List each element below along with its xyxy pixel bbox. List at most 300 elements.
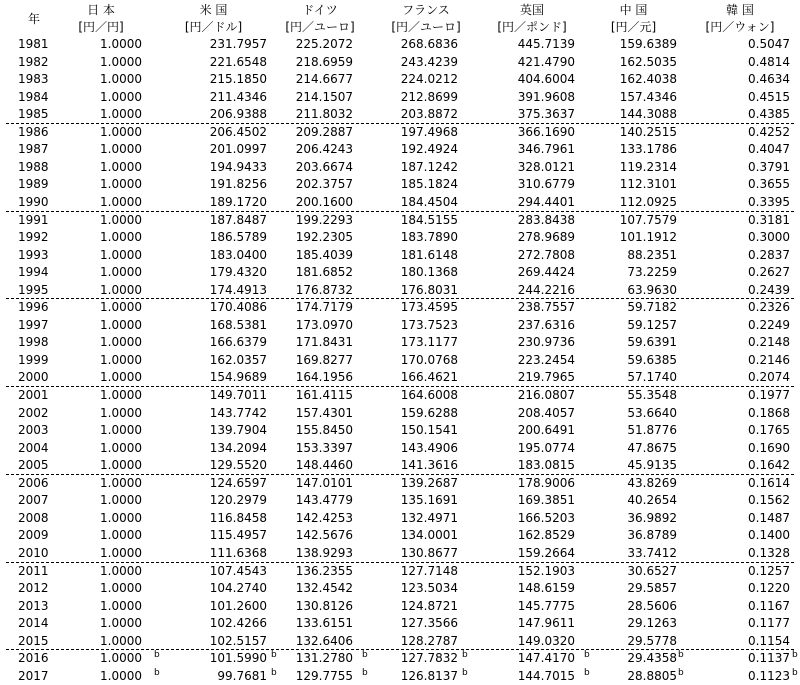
year-cell: 1981 [18, 37, 49, 51]
value-cell: 152.1903 [517, 563, 575, 578]
value-cell: 212.8699 [400, 89, 458, 104]
table-row [0, 159, 800, 176]
value-cell: 47.8675 [627, 440, 677, 455]
value-cell: 164.6008 [400, 388, 458, 402]
value-cell: 170.0768 [400, 352, 458, 367]
value-cell: 0.2326 [748, 300, 790, 315]
value-cell: 225.2072 [295, 37, 353, 51]
value-cell: 127.7148 [400, 563, 458, 578]
year-cell: 2006 [18, 475, 49, 490]
value-cell: 0.2627 [748, 265, 790, 280]
value-cell: 237.6316 [517, 317, 575, 332]
value-cell: 0.3000 [748, 230, 790, 245]
value-cell: 194.9433 [209, 159, 267, 174]
value-cell: 0.2146 [748, 352, 790, 367]
col-header-korea: 韓 国 [726, 3, 754, 17]
year-cell: 2013 [18, 598, 49, 613]
value-cell: 169.8277 [295, 352, 353, 367]
value-cell: 184.5155 [400, 212, 458, 227]
value-cell: 230.9736 [517, 335, 575, 350]
footnote-mark: b [792, 667, 798, 678]
footnote-mark: b [584, 650, 590, 661]
table-row [0, 580, 800, 597]
value-cell: 130.8126 [295, 598, 353, 613]
footnote-mark: b [792, 650, 798, 661]
value-cell: 144.7015 [517, 668, 575, 683]
value-cell: 166.5203 [517, 510, 575, 525]
value-cell: 173.0970 [295, 317, 353, 332]
value-cell: 0.2439 [748, 282, 790, 297]
value-cell: 139.2687 [400, 475, 458, 490]
table-row [0, 71, 800, 88]
value-cell: 148.4460 [295, 458, 353, 473]
value-cell: 268.6836 [400, 37, 458, 51]
value-cell: 181.6148 [400, 247, 458, 262]
value-cell: 102.4266 [209, 616, 267, 631]
value-cell: 0.1257 [748, 563, 790, 578]
value-cell: 124.8721 [400, 598, 458, 613]
table-row [0, 212, 800, 229]
value-cell: 0.3181 [748, 212, 790, 227]
year-cell: 2016 [18, 651, 49, 666]
value-cell: 206.4502 [209, 124, 267, 139]
col-header-germany: ドイツ [302, 3, 338, 17]
value-cell: 133.1786 [619, 142, 677, 157]
value-cell: 162.0357 [209, 352, 267, 367]
year-cell: 1982 [18, 54, 49, 69]
value-cell: 0.1154 [748, 633, 790, 648]
value-cell: 128.2787 [400, 633, 458, 648]
value-cell: 45.9135 [627, 458, 677, 473]
value-cell: 214.6677 [295, 72, 353, 87]
value-cell: 129.5520 [209, 458, 267, 473]
value-cell: 161.4115 [295, 388, 353, 402]
table-row [0, 563, 800, 580]
value-cell: 0.1868 [748, 405, 790, 420]
value-cell: 29.5857 [627, 581, 677, 596]
value-cell: 244.2216 [517, 282, 575, 297]
value-cell: 1.0000 [100, 440, 142, 455]
value-cell: 159.6389 [619, 37, 677, 51]
value-cell: 157.4346 [619, 89, 677, 104]
value-cell: 346.7961 [517, 142, 575, 157]
footnote-mark: b [462, 650, 468, 661]
table-row [0, 141, 800, 158]
value-cell: 133.6151 [295, 616, 353, 631]
value-cell: 136.2355 [295, 563, 353, 578]
value-cell: 0.1562 [748, 493, 790, 508]
footnote-mark: b [271, 650, 277, 661]
value-cell: 211.8032 [295, 107, 353, 122]
year-cell: 2017 [18, 668, 49, 683]
value-cell: 162.8529 [517, 528, 575, 543]
year-cell: 2015 [18, 633, 49, 648]
value-cell: 111.6368 [209, 545, 267, 560]
year-cell: 1996 [18, 300, 49, 315]
value-cell: 28.5606 [627, 598, 677, 613]
value-cell: 184.4504 [400, 194, 458, 209]
value-cell: 0.4515 [748, 89, 790, 104]
value-cell: 1.0000 [100, 545, 142, 560]
value-cell: 116.8458 [209, 510, 267, 525]
value-cell: 134.2094 [209, 440, 267, 455]
value-cell: 112.0925 [619, 194, 677, 209]
value-cell: 278.9689 [517, 230, 575, 245]
value-cell: 0.1123 [748, 668, 790, 683]
year-cell: 1986 [18, 124, 49, 139]
value-cell: 130.8677 [400, 545, 458, 560]
value-cell: 391.9608 [517, 89, 575, 104]
value-cell: 132.4971 [400, 510, 458, 525]
value-cell: 206.4243 [295, 142, 353, 157]
value-cell: 1.0000 [100, 423, 142, 438]
year-cell: 2009 [18, 528, 49, 543]
value-cell: 53.6640 [627, 405, 677, 420]
value-cell: 0.1400 [748, 528, 790, 543]
value-cell: 1.0000 [100, 107, 142, 122]
value-cell: 176.8031 [400, 282, 458, 297]
value-cell: 168.5381 [209, 317, 267, 332]
col-header-japan: 日 本 [87, 3, 115, 17]
value-cell: 206.9388 [209, 107, 267, 122]
value-cell: 149.0320 [517, 633, 575, 648]
year-cell: 1997 [18, 317, 49, 332]
value-cell: 179.4320 [209, 265, 267, 280]
value-cell: 366.1690 [517, 124, 575, 139]
value-cell: 218.6959 [295, 54, 353, 69]
value-cell: 131.2780 [295, 651, 353, 666]
value-cell: 1.0000 [100, 405, 142, 420]
value-cell: 143.7742 [209, 405, 267, 420]
value-cell: 138.9293 [295, 545, 353, 560]
year-cell: 1992 [18, 230, 49, 245]
value-cell: 0.1177 [748, 616, 790, 631]
value-cell: 55.3548 [627, 388, 677, 402]
value-cell: 200.1600 [295, 194, 353, 209]
table-row [0, 527, 800, 544]
value-cell: 1.0000 [100, 581, 142, 596]
table-row [0, 317, 800, 334]
year-cell: 1989 [18, 177, 49, 192]
year-cell: 1985 [18, 107, 49, 122]
value-cell: 59.6391 [627, 335, 677, 350]
value-cell: 169.3851 [517, 493, 575, 508]
value-cell: 243.4239 [400, 54, 458, 69]
value-cell: 1.0000 [100, 72, 142, 87]
col-header-us: 米 国 [199, 3, 228, 17]
value-cell: 0.1690 [748, 440, 790, 455]
value-cell: 186.5789 [209, 230, 267, 245]
value-cell: 1.0000 [100, 317, 142, 332]
value-cell: 123.5034 [400, 581, 458, 596]
value-cell: 224.0212 [400, 72, 458, 87]
year-cell: 2001 [18, 388, 49, 402]
table-row [0, 247, 800, 264]
value-cell: 51.8776 [627, 423, 677, 438]
value-cell: 30.6527 [627, 563, 677, 578]
value-cell: 147.0101 [295, 475, 353, 490]
value-cell: 1.0000 [100, 230, 142, 245]
value-cell: 150.1541 [400, 423, 458, 438]
value-cell: 162.4038 [619, 72, 677, 87]
value-cell: 1.0000 [100, 616, 142, 631]
value-cell: 211.4346 [209, 89, 267, 104]
value-cell: 127.7832 [400, 651, 458, 666]
value-cell: 140.2515 [619, 124, 677, 139]
value-cell: 1.0000 [100, 124, 142, 139]
table-row [0, 176, 800, 193]
value-cell: 178.9006 [517, 475, 575, 490]
table-row [0, 89, 800, 106]
value-cell: 1.0000 [100, 282, 142, 297]
year-cell: 1999 [18, 352, 49, 367]
value-cell: 208.4057 [517, 405, 575, 420]
value-cell: 143.4779 [295, 493, 353, 508]
year-cell: 1998 [18, 335, 49, 350]
table-row [0, 124, 800, 141]
table-row [0, 369, 800, 386]
footnote-mark: b [154, 667, 160, 678]
value-cell: 148.6159 [517, 581, 575, 596]
value-cell: 147.9611 [517, 616, 575, 631]
table-row [0, 510, 800, 527]
value-cell: 0.2249 [748, 317, 790, 332]
value-cell: 214.1507 [295, 89, 353, 104]
value-cell: 203.8872 [400, 107, 458, 122]
value-cell: 1.0000 [100, 300, 142, 315]
table-row [0, 668, 800, 685]
value-cell: 0.1614 [748, 475, 790, 490]
value-cell: 127.3566 [400, 616, 458, 631]
year-cell: 2014 [18, 616, 49, 631]
col-header-france: フランス [402, 3, 450, 17]
value-cell: 149.7011 [209, 388, 267, 402]
value-cell: 0.2148 [748, 335, 790, 350]
value-cell: 157.4301 [295, 405, 353, 420]
value-cell: 1.0000 [100, 37, 142, 51]
value-cell: 1.0000 [100, 335, 142, 350]
value-cell: 238.7557 [517, 300, 575, 315]
value-cell: 101.5990 [209, 651, 267, 666]
value-cell: 180.1368 [400, 265, 458, 280]
value-cell: 134.0001 [400, 528, 458, 543]
value-cell: 200.6491 [517, 423, 575, 438]
value-cell: 0.4814 [748, 54, 790, 69]
value-cell: 176.8732 [295, 282, 353, 297]
value-cell: 132.4542 [295, 581, 353, 596]
value-cell: 99.7681 [217, 668, 267, 683]
value-cell: 173.1177 [400, 335, 458, 350]
value-cell: 1.0000 [100, 89, 142, 104]
table-row [0, 475, 800, 492]
value-cell: 1.0000 [100, 194, 142, 209]
value-cell: 1.0000 [100, 510, 142, 525]
value-cell: 154.9689 [209, 370, 267, 385]
value-cell: 1.0000 [100, 247, 142, 262]
value-cell: 102.5157 [209, 633, 267, 648]
year-cell: 2012 [18, 581, 49, 596]
year-cell: 1984 [18, 89, 49, 104]
value-cell: 141.3616 [400, 458, 458, 473]
value-cell: 1.0000 [100, 598, 142, 613]
value-cell: 195.0774 [517, 440, 575, 455]
value-cell: 209.2887 [295, 124, 353, 139]
header-unit-row [0, 18, 800, 37]
value-cell: 310.6779 [517, 177, 575, 192]
year-cell: 1983 [18, 72, 49, 87]
value-cell: 0.4047 [748, 142, 790, 157]
footnote-mark: b [584, 667, 590, 678]
year-cell: 1995 [18, 282, 49, 297]
value-cell: 36.9892 [627, 510, 677, 525]
value-cell: 159.6288 [400, 405, 458, 420]
value-cell: 375.3637 [517, 107, 575, 122]
value-cell: 201.0997 [209, 142, 267, 157]
value-cell: 174.7179 [295, 300, 353, 315]
unit-china: [円／元] [610, 20, 657, 34]
year-cell: 2004 [18, 440, 49, 455]
table-row [0, 54, 800, 71]
table-row [0, 264, 800, 281]
value-cell: 223.2454 [517, 352, 575, 367]
value-cell: 159.2664 [517, 545, 575, 560]
value-cell: 187.1242 [400, 159, 458, 174]
value-cell: 1.0000 [100, 142, 142, 157]
value-cell: 1.0000 [100, 352, 142, 367]
value-cell: 1.0000 [100, 54, 142, 69]
value-cell: 101.1912 [619, 230, 677, 245]
table-row [0, 36, 800, 53]
value-cell: 143.4906 [400, 440, 458, 455]
year-cell: 2005 [18, 458, 49, 473]
value-cell: 63.9630 [627, 282, 677, 297]
value-cell: 219.7965 [517, 370, 575, 385]
table-row [0, 598, 800, 615]
value-cell: 283.8438 [517, 212, 575, 227]
unit-us: [円／ドル] [184, 20, 243, 34]
value-cell: 124.6597 [209, 475, 267, 490]
value-cell: 216.0807 [517, 388, 575, 402]
year-cell: 1993 [18, 247, 49, 262]
value-cell: 112.3101 [619, 177, 677, 192]
table-row [0, 229, 800, 246]
value-cell: 0.2074 [748, 370, 790, 385]
year-cell: 2003 [18, 423, 49, 438]
year-cell: 2008 [18, 510, 49, 525]
unit-uk: [円／ポンド] [497, 20, 567, 34]
value-cell: 183.7890 [400, 230, 458, 245]
value-cell: 404.6004 [517, 72, 575, 87]
footnote-mark: b [678, 650, 684, 661]
table-row [0, 106, 800, 123]
year-cell: 1994 [18, 265, 49, 280]
value-cell: 215.1850 [209, 72, 267, 87]
value-cell: 1.0000 [100, 563, 142, 578]
value-cell: 107.7579 [619, 212, 677, 227]
value-cell: 0.4252 [748, 124, 790, 139]
value-cell: 192.4924 [400, 142, 458, 157]
year-column-header: 年 [28, 12, 41, 26]
value-cell: 1.0000 [100, 528, 142, 543]
footnote-mark: b [362, 667, 368, 678]
value-cell: 272.7808 [517, 247, 575, 262]
value-cell: 142.5676 [295, 528, 353, 543]
value-cell: 88.2351 [627, 247, 677, 262]
value-cell: 174.4913 [209, 282, 267, 297]
value-cell: 192.2305 [295, 230, 353, 245]
table-row [0, 299, 800, 316]
value-cell: 147.4170 [517, 651, 575, 666]
value-cell: 40.2654 [627, 493, 677, 508]
value-cell: 0.1977 [748, 388, 790, 402]
value-cell: 0.1487 [748, 510, 790, 525]
value-cell: 197.4968 [400, 124, 458, 139]
value-cell: 1.0000 [100, 177, 142, 192]
year-cell: 1987 [18, 142, 49, 157]
value-cell: 36.8789 [627, 528, 677, 543]
table-row [0, 457, 800, 474]
value-cell: 181.6852 [295, 265, 353, 280]
value-cell: 162.5035 [619, 54, 677, 69]
value-cell: 59.1257 [627, 317, 677, 332]
value-cell: 73.2259 [627, 265, 677, 280]
value-cell: 202.3757 [295, 177, 353, 192]
year-cell: 2000 [18, 370, 49, 385]
footnote-mark: b [271, 667, 277, 678]
footnote-mark: b [678, 667, 684, 678]
value-cell: 132.6406 [295, 633, 353, 648]
table-row [0, 422, 800, 439]
value-cell: 231.7957 [209, 37, 267, 51]
value-cell: 0.4634 [748, 72, 790, 87]
value-cell: 59.6385 [627, 352, 677, 367]
value-cell: 115.4957 [209, 528, 267, 543]
value-cell: 57.1740 [627, 370, 677, 385]
value-cell: 120.2979 [209, 493, 267, 508]
value-cell: 0.5047 [748, 37, 790, 51]
year-cell: 1991 [18, 212, 49, 227]
year-cell: 1988 [18, 159, 49, 174]
value-cell: 1.0000 [100, 633, 142, 648]
table-row [0, 282, 800, 299]
value-cell: 189.1720 [209, 194, 267, 209]
value-cell: 28.8805 [627, 668, 677, 683]
value-cell: 1.0000 [100, 475, 142, 490]
value-cell: 0.1220 [748, 581, 790, 596]
value-cell: 185.1824 [400, 177, 458, 192]
value-cell: 1.0000 [100, 493, 142, 508]
value-cell: 166.4621 [400, 370, 458, 385]
table-row [0, 440, 800, 457]
value-cell: 173.4595 [400, 300, 458, 315]
value-cell: 294.4401 [517, 194, 575, 209]
year-cell: 2010 [18, 545, 49, 560]
value-cell: 0.3655 [748, 177, 790, 192]
year-cell: 1990 [18, 194, 49, 209]
value-cell: 1.0000 [100, 668, 142, 683]
col-header-uk: 英国 [519, 3, 544, 17]
value-cell: 1.0000 [100, 388, 142, 402]
year-cell: 2007 [18, 493, 49, 508]
year-cell: 2002 [18, 405, 49, 420]
value-cell: 164.1956 [295, 370, 353, 385]
value-cell: 166.6379 [209, 335, 267, 350]
value-cell: 33.7412 [627, 545, 677, 560]
table-row [0, 352, 800, 369]
value-cell: 1.0000 [100, 159, 142, 174]
value-cell: 1.0000 [100, 458, 142, 473]
unit-germany: [円／ユーロ] [285, 20, 355, 34]
